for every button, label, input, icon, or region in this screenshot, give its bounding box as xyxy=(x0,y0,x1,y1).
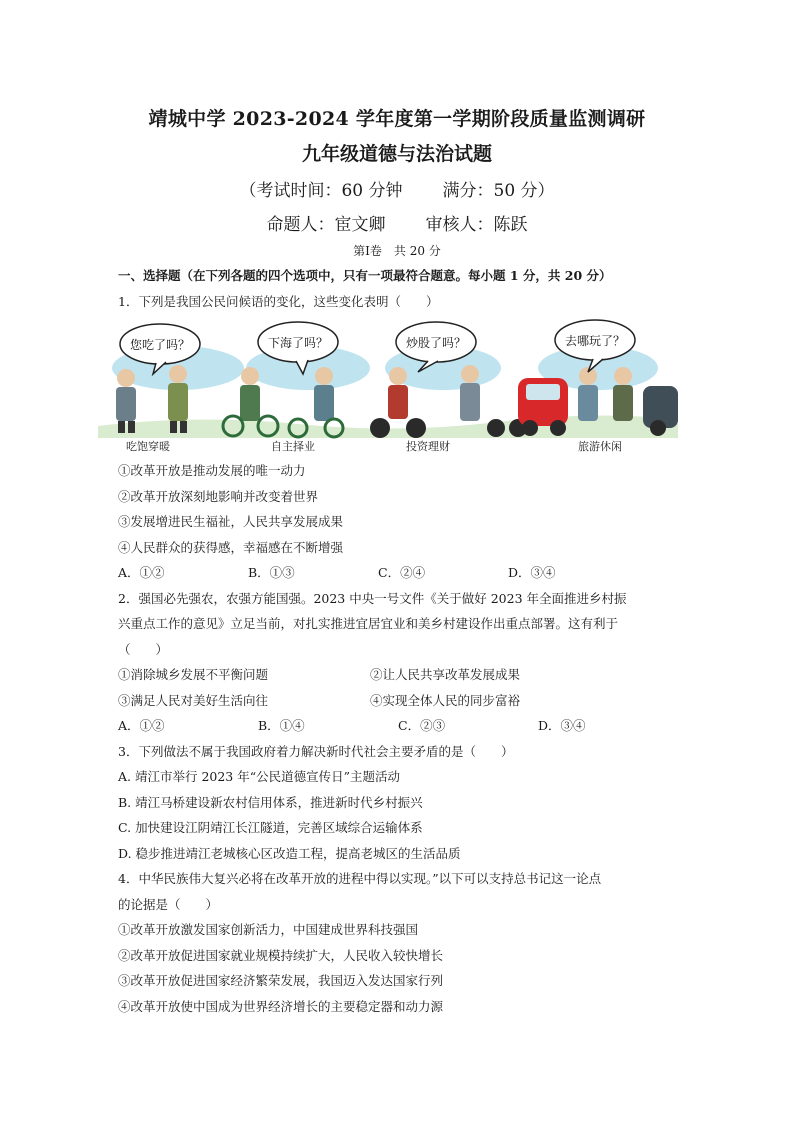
q2-stem-line-3: （ ） xyxy=(118,641,169,657)
q1-stem: 1．下列是我国公民问候语的变化，这些变化表明（ ） xyxy=(118,293,439,309)
exam-subtitle: 九年级道德与法治试题 xyxy=(301,143,492,165)
q2-option-d[interactable]: D．③④ xyxy=(538,718,586,733)
q1-options xyxy=(118,560,678,586)
caption-2: 自主择业 xyxy=(271,440,315,453)
q3-option-a[interactable]: A. 靖江市举行 2023 年“公民道德宣传日”主题活动 xyxy=(118,769,401,784)
exam-time: （考试时间：60 分钟 xyxy=(239,181,403,201)
exam-info xyxy=(0,176,794,201)
q1-option-c[interactable]: C．②④ xyxy=(378,565,426,580)
q4-item-1: ①改革开放激发国家创新活力，中国建成世界科技强国 xyxy=(118,922,419,937)
q1-item-2: ②改革开放深刻地影响并改变着世界 xyxy=(118,488,319,504)
q1-option-d[interactable]: D．③④ xyxy=(508,565,556,580)
caption-1: 吃饱穿暖 xyxy=(126,440,170,453)
q1-option-a[interactable]: A．①② xyxy=(118,565,165,580)
q1-option-b[interactable]: B．①③ xyxy=(248,565,295,580)
q2-items-row-2 xyxy=(118,688,678,714)
reviewer: 审核人：陈跃 xyxy=(425,215,528,235)
q2-stem-line-2: 兴重点工作的意见》立足当前，对扎实推进宜居宜业和美乡村建设作出重点部署。这有利于 xyxy=(118,616,619,631)
bubble-2-text: 下海了吗？ xyxy=(267,336,329,350)
q4-item-4: ④改革开放使中国成为世界经济增长的主要稳定器和动力源 xyxy=(118,998,444,1014)
q2-items-row-1 xyxy=(118,662,678,688)
q1-item-3: ③发展增进民生福祉，人民共享发展成果 xyxy=(118,514,344,529)
q3-stem: 3．下列做法不属于我国政府着力解决新时代社会主要矛盾的是（ ） xyxy=(118,743,514,759)
q2-item-1: ①消除城乡发展不平衡问题 xyxy=(118,667,269,682)
caption-3: 投资理财 xyxy=(406,440,450,453)
q2-option-a[interactable]: A．①② xyxy=(118,718,165,733)
q1-item-1: ①改革开放是推动发展的唯一动力 xyxy=(118,463,306,478)
q2-stem-line-1: 2．强国必先强农，农强方能国强。2023 中央一号文件《关于做好 2023 年全面推进乡村振 xyxy=(118,590,627,606)
section-heading: 一、选择题（在下列各题的四个选项中，只有一项最符合题意。每小题 1 分，共 20 分） xyxy=(118,268,612,283)
q4-item-2: ②改革开放促进国家就业规模持续扩大，人民收入较快增长 xyxy=(118,947,444,963)
q2-item-2: ②让人民共享改革发展成果 xyxy=(370,667,521,682)
q1-cartoon-image xyxy=(98,316,658,454)
q4-stem-line-2: 的论据是（ ） xyxy=(118,896,219,912)
exam-score: 满分：50 分） xyxy=(442,181,555,201)
q1-item-4: ④人民群众的获得感，幸福感在不断增强 xyxy=(118,539,344,555)
volume-label: 第Ⅰ卷 共 20 分 xyxy=(353,244,441,258)
bubble-3-text: 炒股了吗？ xyxy=(405,336,467,350)
q2-option-b[interactable]: B．①④ xyxy=(258,718,305,733)
q2-options xyxy=(118,713,678,739)
caption-4: 旅游休闲 xyxy=(578,440,622,453)
q3-option-c[interactable]: C. 加快建设江阴靖江长江隧道，完善区域综合运输体系 xyxy=(118,820,423,835)
questions xyxy=(118,263,678,1019)
question-setter: 命题人：宦文卿 xyxy=(266,215,386,235)
q2-item-3: ③满足人民对美好生活向往 xyxy=(118,692,269,708)
q3-option-d[interactable]: D. 稳步推进靖江老城核心区改造工程，提高老城区的生活品质 xyxy=(118,845,461,861)
q2-item-4: ④实现全体人民的同步富裕 xyxy=(370,692,521,708)
exam-authors xyxy=(0,210,794,235)
q4-stem-line-1: 4．中华民族伟大复兴必将在改革开放的进程中得以实现。”以下可以支持总书记这一论点 xyxy=(118,871,602,886)
q4-item-3: ③改革开放促进国家经济繁荣发展，我国迈入发达国家行列 xyxy=(118,973,444,988)
bubble-1-text: 您吃了吗？ xyxy=(129,338,191,352)
exam-title: 靖城中学 2023-2024 学年度第一学期阶段质量监测调研 xyxy=(148,108,646,130)
q3-option-b[interactable]: B. 靖江马桥建设新农村信用体系，推进新时代乡村振兴 xyxy=(118,794,423,810)
bubble-4-text: 去哪玩了？ xyxy=(564,334,626,348)
q2-option-c[interactable]: C．②③ xyxy=(398,718,446,733)
